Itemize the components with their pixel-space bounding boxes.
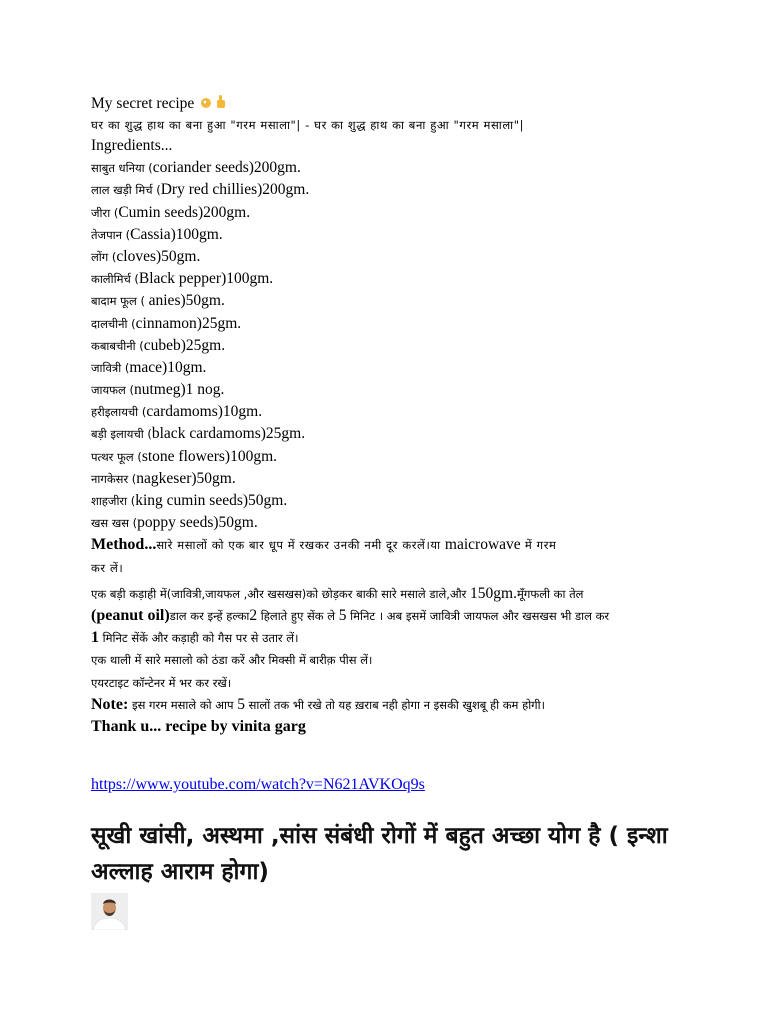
- ingredient-english-name: anies)50gm.: [148, 292, 225, 310]
- ingredient-english-name: cloves)50gm.: [116, 247, 201, 265]
- recipe-document: [91, 93, 751, 738]
- method-line-1: [91, 534, 751, 556]
- ingredient-hindi-name: हरीइलायची (: [91, 405, 147, 420]
- method-para-b: जावित्री,जायफल ,और खसखस)को छोड़कर बाकी सारे मसाले डाले,और: [171, 586, 471, 601]
- ingredient-english-name: stone flowers)100gm.: [141, 447, 278, 465]
- method-text-2: कर लें।: [91, 560, 124, 575]
- ingredient-english-name: cubeb)25gm.: [143, 336, 226, 354]
- ingredient-hindi-name: बड़ी इलायची (: [91, 427, 152, 442]
- ingredient-english-name: Cumin seeds)200gm.: [118, 203, 251, 221]
- ingredient-item: [91, 179, 751, 201]
- method-microwave: maicrowave: [444, 536, 521, 554]
- method-paragraph-line-3: [91, 627, 751, 649]
- note-line: [91, 694, 751, 716]
- ingredient-hindi-name: बादाम फूल (: [91, 294, 149, 309]
- ingredient-hindi-name: शाहजीरा (: [91, 494, 136, 508]
- ingredient-english-name: Cassia)100gm.: [130, 225, 223, 243]
- note-text-2: सालों तक भी रखे तो यह ख़राब नही होगा न इसकी खुशबू ही कम होगी।: [245, 697, 545, 712]
- method-label: Method...: [91, 536, 157, 554]
- method-para2-num2: 5: [338, 606, 347, 624]
- ingredient-hindi-name: कालीमिर्च (: [91, 272, 139, 287]
- ingredient-list: [91, 157, 751, 534]
- method-para-c: 150gm.: [470, 584, 517, 602]
- note-num: 5: [237, 695, 245, 713]
- method-paragraph-line-1: [91, 583, 751, 605]
- ingredient-hindi-name: जीरा (: [91, 205, 119, 220]
- ingredient-hindi-name: लोंग (: [91, 249, 117, 264]
- method-text-1-end: में गरम: [520, 538, 557, 553]
- ingredient-item: [91, 468, 751, 490]
- method-para2-hi3: मिनिट । अब इसमें जावित्री जायफल और खसखस भी डाल कर: [346, 608, 610, 623]
- ingredient-english-name: coriander seeds)200gm.: [152, 159, 301, 177]
- recipe-subtitle: घर का शुद्ध हाथ का बना हुआ "गरम मसाला"| - घर का शुद्ध हाथ का बना हुआ "गरम मसाला"|: [91, 118, 525, 132]
- method-line-2: [91, 557, 751, 579]
- ingredient-item: [91, 313, 751, 335]
- ingredient-item: [91, 224, 751, 246]
- method-para-a: एक बड़ी कड़ाही में(: [91, 586, 172, 601]
- ingredient-hindi-name: जावित्री (: [91, 360, 130, 375]
- method-paragraph-line-2: [91, 605, 751, 627]
- ingredient-item: [91, 512, 751, 534]
- method-para3-hi: मिनिट सेंकें और कड़ाही को गैस पर से उतार लें।: [99, 631, 299, 646]
- ingredient-hindi-name: नागकेसर (: [91, 471, 137, 486]
- method-line-4: [91, 649, 751, 671]
- method-text-1: सारे मसालों को एक बार धूप में रखकर उनकी नमी दूर करलें।या: [156, 538, 445, 553]
- method-para-d: मूँगफली का तेल: [516, 586, 584, 601]
- method-text-5: एयरटाइट कॉन्टेनर में भर कर रखें।: [91, 675, 232, 690]
- method-para2-hi2: हिलाते हुए सेंक ले: [257, 608, 339, 623]
- yoga-heading: सूखी खांसी, अस्थमा ,सांस संबंधी रोगों में बहुत अच्छा योग है ( इन्शा अल्लाह आराम होगा): [91, 823, 668, 885]
- ingredient-english-name: mace)10gm.: [129, 358, 207, 376]
- ingredient-item: [91, 246, 751, 268]
- method-line-5: [91, 672, 751, 694]
- ingredient-english-name: poppy seeds)50gm.: [137, 514, 258, 532]
- method-para2-en: (peanut oil): [91, 606, 170, 624]
- author-avatar: [91, 893, 128, 930]
- method-text-4: एक थाली में सारे मसालो को ठंडा करें और मिक्सी में बारीक़ पीस लें।: [91, 653, 373, 668]
- method-section: [91, 534, 751, 738]
- thanks-line: [91, 716, 751, 738]
- ingredient-item: [91, 423, 751, 445]
- ingredient-item: [91, 290, 751, 312]
- ingredient-hindi-name: खस खस (: [91, 516, 138, 531]
- recipe-subtitle-line: [91, 114, 751, 135]
- ingredient-hindi-name: जायफल (: [91, 383, 134, 398]
- method-para2-hi: डाल कर इन्हें हल्का: [169, 608, 250, 623]
- person-portrait-icon: [91, 893, 128, 930]
- ingredients-heading-line: [91, 135, 751, 157]
- ingredient-item: [91, 202, 751, 224]
- ingredient-english-name: Black pepper)100gm.: [138, 270, 274, 288]
- ingredient-english-name: cinnamon)25gm.: [135, 314, 242, 332]
- thanks-text: Thank u... recipe by vinita garg: [91, 717, 306, 735]
- ingredient-english-name: Dry red chillies)200gm.: [160, 181, 310, 199]
- ingredient-english-name: nutmeg)1 nog.: [134, 381, 225, 399]
- note-label: Note:: [91, 695, 129, 713]
- recipe-title-line: [91, 93, 751, 114]
- ingredient-english-name: king cumin seeds)50gm.: [135, 492, 288, 509]
- ingredient-item: [91, 268, 751, 290]
- ingredient-item: [91, 446, 751, 468]
- recipe-title: My secret recipe: [91, 95, 195, 112]
- method-para3-num: 1: [91, 629, 99, 647]
- method-para2-num: 2: [249, 606, 258, 624]
- ingredient-english-name: cardamoms)10gm.: [146, 403, 263, 421]
- ingredient-hindi-name: लाल खड़ी मिर्च (: [91, 183, 161, 198]
- ok-thumbs-up-emoji-icon: [200, 95, 230, 109]
- youtube-video-link[interactable]: https://www.youtube.com/watch?v=N621AVKOq9s: [91, 776, 425, 793]
- note-text: इस गरम मसाले को आप: [128, 697, 238, 712]
- ingredient-hindi-name: तेजपान (: [91, 227, 131, 242]
- ingredient-english-name: nagkeser)50gm.: [136, 469, 236, 487]
- ingredient-hindi-name: पत्थर फूल (: [91, 449, 142, 464]
- ingredient-hindi-name: कबाबचीनी (: [91, 338, 144, 353]
- ingredient-hindi-name: साबुत धनिया (: [91, 161, 153, 176]
- ingredient-item: [91, 379, 751, 401]
- ingredient-item: [91, 401, 751, 423]
- ingredient-english-name: black cardamoms)25gm.: [151, 425, 306, 443]
- ingredient-item: [91, 357, 751, 379]
- ingredient-item: [91, 157, 751, 179]
- ingredients-heading: Ingredients...: [91, 137, 173, 154]
- ingredient-hindi-name: दालचीनी (: [91, 316, 136, 331]
- ingredient-item: [91, 490, 751, 512]
- ingredient-item: [91, 335, 751, 357]
